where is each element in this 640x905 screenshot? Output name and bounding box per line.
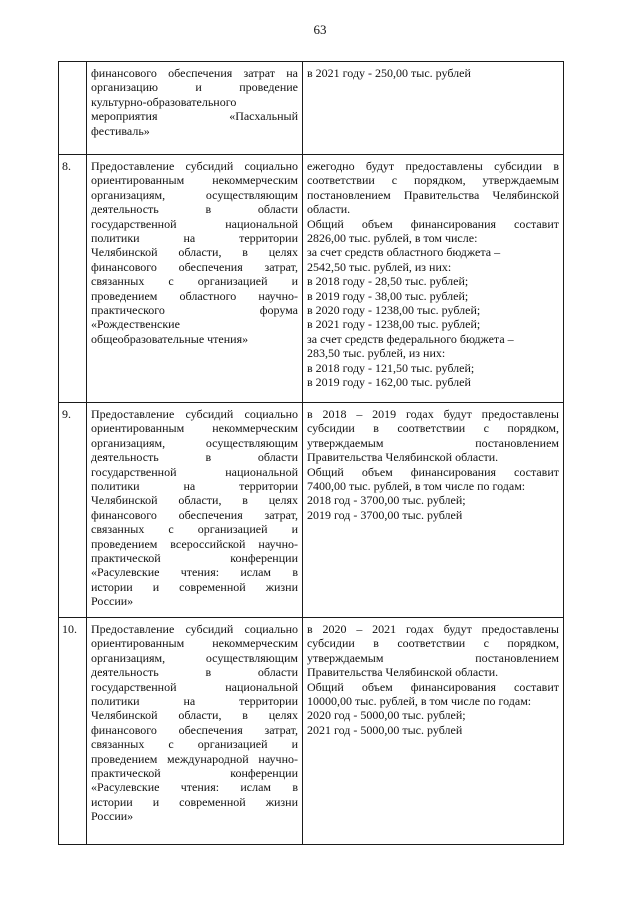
description-line: практической конференции [91,551,298,566]
table-row [59,155,564,403]
description-line: политики на территории [91,694,298,709]
financing-line: за счет средств областного бюджета – [307,245,501,260]
financing-info-cell [303,155,564,403]
description-line: организациям, осуществляющим [91,650,298,665]
financing-info-cell [303,618,564,845]
description-line: практической конференции [91,766,298,781]
description-line: организациям, осуществляющим [91,435,298,450]
row-number-cell [59,618,87,845]
description-line: Предоставление субсидий социально [91,159,298,173]
financing-line: за счет средств федерального бюджета – [307,331,514,346]
financing-line: Общий объем финансирования составит [307,679,559,694]
financing-line: в 2019 году - 162,00 тыс. рублей [307,375,471,390]
financing-line: области. [307,202,351,217]
description-line: государственной национальной [91,464,298,479]
description-line: финансового обеспечения затрат на [91,66,298,80]
financing-line: 2826,00 тыс. рублей, в том числе: [307,231,478,246]
description-line: истории и современной жизни [91,794,298,809]
description-line: проведением всероссийской научно- [91,536,298,551]
financing-line: в 2018 – 2019 годах будут предоставлены [307,407,559,421]
description-line: государственной национальной [91,216,298,231]
financing-line: Общий объем финансирования составит [307,464,559,479]
description-line: фестиваль» [91,123,150,138]
description-line: практического форума [91,303,298,318]
description-line: истории и современной жизни [91,579,298,594]
description-line: «Расулевские чтения: ислам в [91,780,298,795]
page-number: 63 [313,22,327,37]
table-body [59,62,564,845]
financing-line: 283,50 тыс. рублей, из них: [307,346,446,361]
description-line: ориентированным некоммерческим [91,421,298,436]
description-line: культурно-образовательного [91,94,237,109]
description-line: финансового обеспечения затрат, [91,507,298,522]
description-line: «Расулевские чтения: ислам в [91,565,298,580]
financing-line: в 2021 году - 250,00 тыс. рублей [307,66,471,80]
description-line: финансового обеспечения затрат, [91,259,298,274]
row-number: 9. [62,407,71,421]
financing-line: Правительства Челябинской области. [307,450,499,465]
document-table-container [58,61,563,845]
financing-line: 2542,50 тыс. рублей, из них: [307,259,452,274]
description-line: деятельность в области [91,665,298,680]
financing-line: 2020 год - 5000,00 тыс. рублей; [307,708,466,723]
financing-line: ежегодно будут предоставлены субсидии в [307,159,559,173]
financing-line: в 2018 году - 121,50 тыс. рублей; [307,360,475,375]
financing-line: утверждаемым постановлением [307,650,559,665]
description-line: Предоставление субсидий социально [91,622,298,636]
financing-info-cell [303,403,564,618]
subsidy-table [58,61,564,845]
financing-line: постановлением Правительства Челябинской [307,187,559,202]
financing-line: в 2020 году - 1238,00 тыс. рублей; [307,303,481,318]
financing-line: Общий объем финансирования составит [307,216,559,231]
financing-line: в 2018 году - 28,50 тыс. рублей; [307,274,469,289]
financing-line: 7400,00 тыс. рублей, в том числе по годам: [307,479,526,494]
row-number: 8. [62,159,71,173]
financing-line: соответствии с порядком, утверждаемым [307,173,559,188]
description-line: государственной национальной [91,679,298,694]
measure-description-cell [87,618,303,845]
description-line: финансового обеспечения затрат, [91,722,298,737]
row-number-cell [59,62,87,155]
description-line: Челябинской области, в целях [91,708,298,723]
description-line: деятельность в области [91,450,298,465]
row-number: 10. [62,622,77,636]
financing-line: 2021 год - 5000,00 тыс. рублей [307,722,463,737]
financing-line: 10000,00 тыс. рублей, в том числе по годам: [307,694,532,709]
financing-line: утверждаемым постановлением [307,435,559,450]
measure-description-cell [87,403,303,618]
financing-line: в 2019 году - 38,00 тыс. рублей; [307,288,469,303]
description-line: «Рождественские [91,317,180,332]
description-line: политики на территории [91,479,298,494]
description-line: связанных с организацией и [91,274,298,289]
description-line: общеобразовательные чтения» [91,331,249,346]
description-line: Челябинской области, в целях [91,245,298,260]
measure-description-cell [87,155,303,403]
description-line: организациям, осуществляющим [91,187,298,202]
description-line: России» [91,809,134,824]
description-line: проведением областного научно- [91,288,298,303]
description-line: проведением международной научно- [91,751,298,766]
measure-description-cell [87,62,303,155]
financing-line: субсидии в соответствии с порядком, [307,421,559,436]
description-line: организацию и проведение [91,80,298,95]
table-row [59,618,564,845]
financing-line: Правительства Челябинской области. [307,665,499,680]
financing-line: 2018 год - 3700,00 тыс. рублей; [307,493,466,508]
financing-line: в 2020 – 2021 годах будут предоставлены [307,622,559,636]
description-line: ориентированным некоммерческим [91,636,298,651]
description-line: связанных с организацией и [91,737,298,752]
description-line: России» [91,594,134,609]
description-line: связанных с организацией и [91,522,298,537]
row-number-cell [59,155,87,403]
financing-line: в 2021 году - 1238,00 тыс. рублей; [307,317,481,332]
financing-line: субсидии в соответствии с порядком, [307,636,559,651]
description-line: Предоставление субсидий социально [91,407,298,421]
description-line: политики на территории [91,231,298,246]
table-row [59,62,564,155]
financing-line: 2019 год - 3700,00 тыс. рублей [307,507,463,522]
financing-info-cell [303,62,564,155]
row-number-cell [59,403,87,618]
description-line: мероприятия «Пасхальный [91,109,298,124]
description-line: ориентированным некоммерческим [91,173,298,188]
table-row [59,403,564,618]
description-line: деятельность в области [91,202,298,217]
description-line: Челябинской области, в целях [91,493,298,508]
